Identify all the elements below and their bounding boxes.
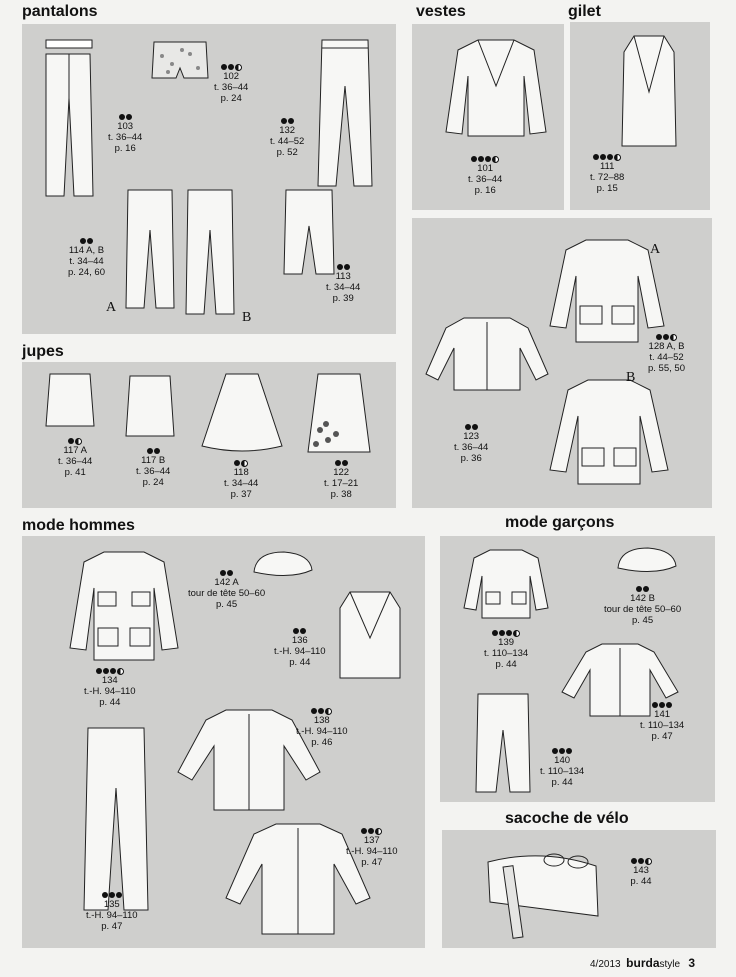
trousers-114a-illustration (124, 186, 176, 312)
trousers-140-illustration (474, 690, 532, 796)
section-heading-vestes: vestes (416, 3, 466, 20)
pattern-label-117b: 117 B t. 36–44 p. 24 (136, 446, 170, 488)
trousers-132-illustration (316, 36, 374, 192)
section-heading-gilet: gilet (568, 3, 601, 20)
skirt-122-illustration (306, 370, 372, 456)
skirt-118-illustration (200, 370, 284, 452)
section-heading-sacoche: sacoche de vélo (505, 810, 629, 827)
pattern-label-138: 138 t.-H. 94–110 p. 46 (296, 706, 348, 748)
variant-letter-a: A (106, 300, 117, 315)
pattern-label-101: 101 t. 36–44 p. 16 (468, 154, 502, 196)
issue-number: 4/2013 (590, 959, 621, 970)
variant-letter-b-128: B (626, 370, 636, 385)
pattern-label-136: 136 t.-H. 94–110 p. 44 (274, 626, 326, 668)
section-heading-mode-garcons: mode garçons (505, 514, 615, 531)
variant-letter-a-128: A (650, 242, 661, 257)
skirt-117b-illustration (124, 372, 176, 440)
bike-bag-143-illustration (482, 846, 602, 942)
brand-bold: burda (626, 956, 660, 970)
jacket-134-illustration (68, 548, 180, 664)
cardigan-128b-illustration (548, 376, 670, 488)
page-footer (590, 956, 695, 970)
cardigan-128a-illustration (548, 236, 666, 346)
pattern-label-128: 128 A, B t. 44–52 p. 55, 50 (648, 332, 685, 374)
section-heading-pantalons: pantalons (22, 3, 98, 20)
pattern-label-132: 132 t. 44–52 p. 52 (270, 116, 304, 158)
section-heading-jupes: jupes (22, 343, 64, 360)
skirt-117a-illustration (44, 370, 96, 430)
pattern-label-143: 143 p. 44 (630, 856, 652, 887)
pattern-label-102: 102 t. 36–44 p. 24 (214, 62, 248, 104)
trousers-135-illustration (82, 724, 150, 914)
brand-rest: style (659, 959, 681, 970)
pattern-label-141: 141 t. 110–134 p. 47 (640, 700, 684, 742)
pattern-label-140: 140 t. 110–134 p. 44 (540, 746, 584, 788)
vest-111-illustration (620, 32, 678, 150)
waistcoat-136-illustration (338, 588, 402, 682)
section-heading-mode-hommes: mode hommes (22, 517, 135, 534)
pattern-label-137: 137 t.-H. 94–110 p. 47 (346, 826, 398, 868)
pattern-label-142a: 142 A tour de tête 50–60 p. 45 (188, 568, 265, 610)
bomber-123-illustration (424, 314, 550, 394)
pattern-label-111: 111 t. 72–88 p. 15 (590, 152, 624, 194)
pattern-label-123: 123 t. 36–44 p. 36 (454, 422, 488, 464)
pattern-label-122: 122 t. 17–21 p. 38 (324, 458, 358, 500)
trousers-114b-illustration (184, 186, 236, 318)
pattern-label-103: 103 t. 36–44 p. 16 (108, 112, 142, 154)
pattern-label-117a: 117 A t. 36–44 p. 41 (58, 436, 92, 478)
cap-142b-illustration (614, 544, 678, 578)
page-number: 3 (688, 956, 696, 970)
pattern-label-142b: 142 B tour de tête 50–60 p. 45 (604, 584, 681, 626)
pattern-label-113: 113 t. 34–44 p. 39 (326, 262, 360, 304)
pattern-label-114: 114 A, B t. 34–44 p. 24, 60 (68, 236, 105, 278)
pattern-label-139: 139 t. 110–134 p. 44 (484, 628, 528, 670)
blazer-101-illustration (444, 36, 548, 140)
jacket-139-illustration (462, 546, 550, 622)
shorts-102-illustration (150, 38, 210, 82)
trousers-103-illustration (40, 38, 96, 198)
pattern-label-134: 134 t.-H. 94–110 p. 44 (84, 666, 136, 708)
variant-letter-b: B (242, 310, 252, 325)
pattern-label-118: 118 t. 34–44 p. 37 (224, 458, 258, 500)
pattern-label-135: 135 t.-H. 94–110 p. 47 (86, 890, 138, 932)
